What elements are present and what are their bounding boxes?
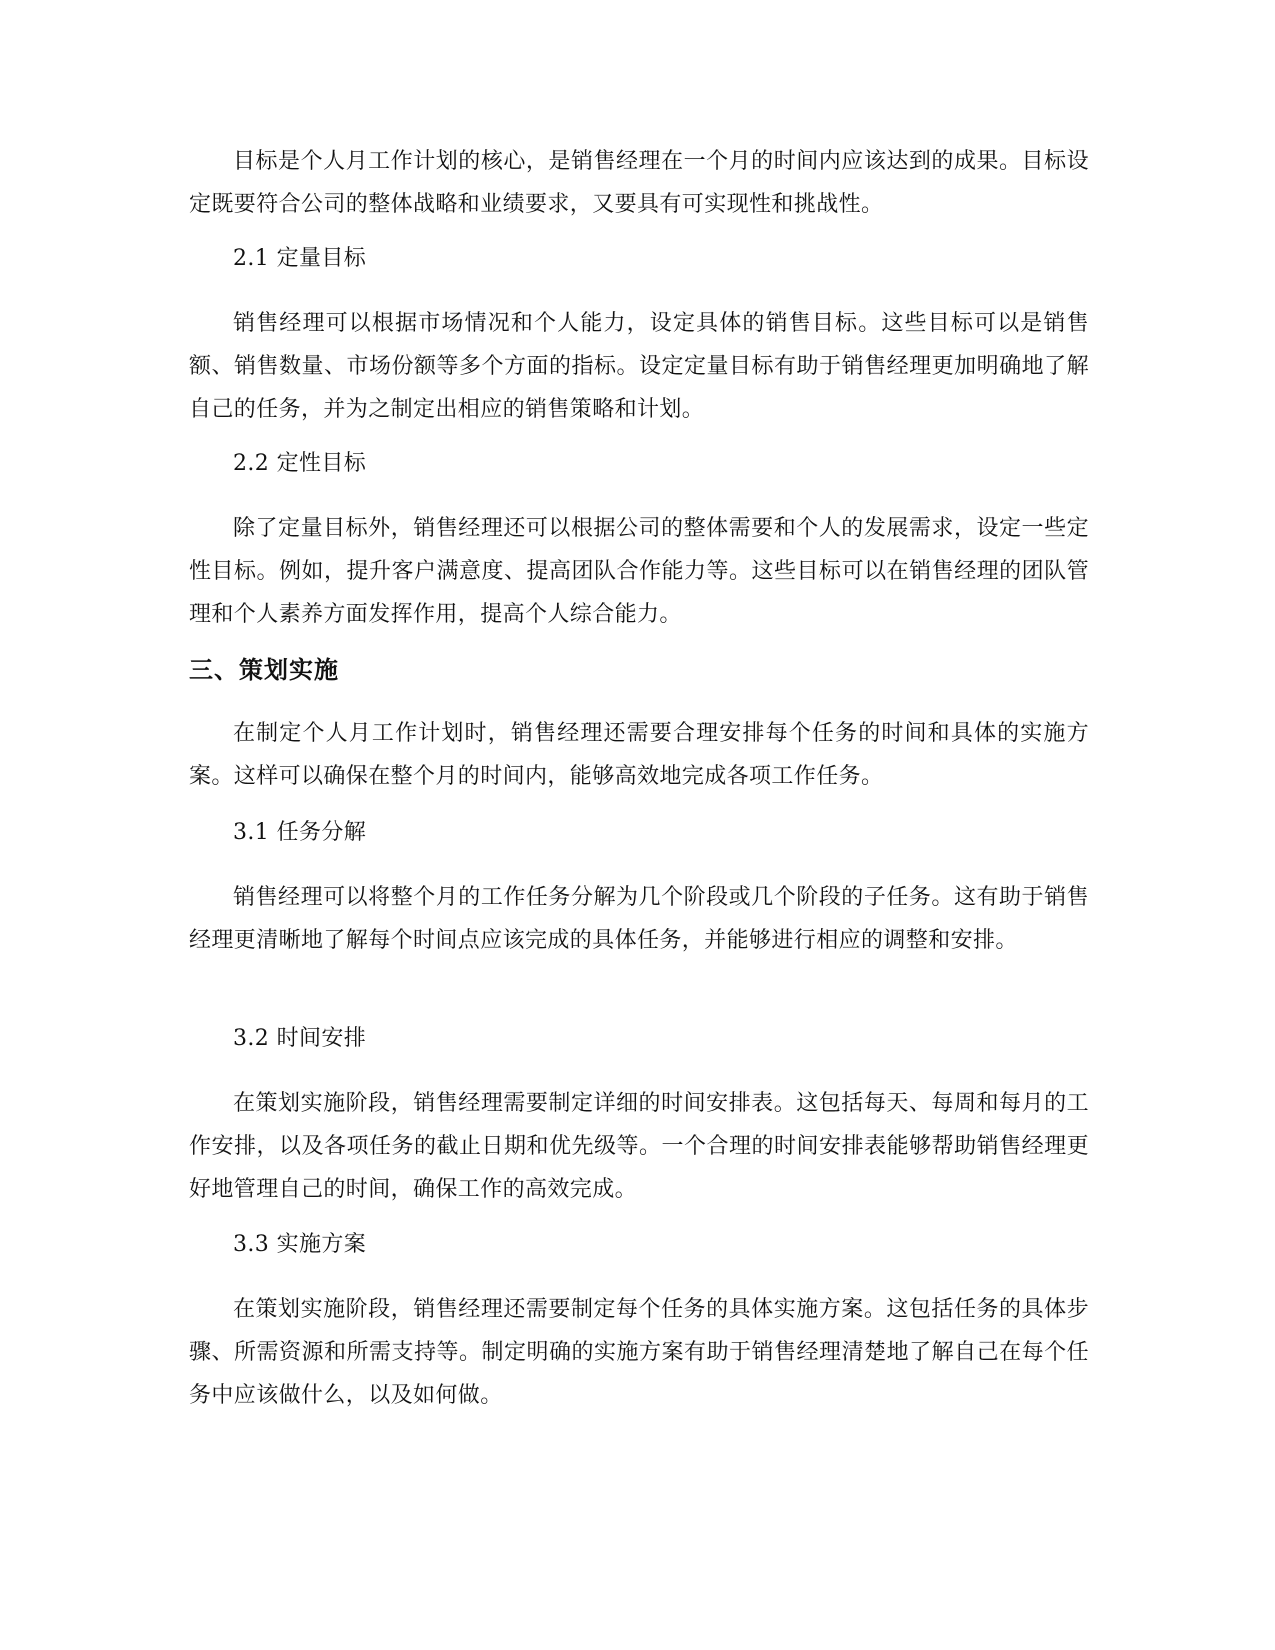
intro-paragraph: 目标是个人月工作计划的核心，是销售经理在一个月的时间内应该达到的成果。目标设定既要符合公司的整体战略和业绩要求，又要具有可实现性和挑战性。 [189, 149, 1089, 217]
subsection-3-1-title: 3.1 任务分解 [233, 820, 367, 845]
subsection-3-2-paragraph: 在策划实施阶段，销售经理需要制定详细的时间安排表。这包括每天、每周和每月的工作安排，以及各项任务的截止日期和优先级等。一个合理的时间安排表能够帮助销售经理更好地管理自己的时间，确保工作的高效完成。 [189, 1091, 1089, 1202]
subsection-3-3-title: 3.3 实施方案 [233, 1232, 367, 1257]
subsection-2-1-paragraph: 销售经理可以根据市场情况和个人能力，设定具体的销售目标。这些目标可以是销售额、销售数量、市场份额等多个方面的指标。设定定量目标有助于销售经理更加明确地了解自己的任务，并为之制定出相应的销售策略和计划。 [189, 311, 1089, 422]
subsection-2-1-title: 2.1 定量目标 [233, 246, 367, 271]
subsection-2-2-paragraph: 除了定量目标外，销售经理还可以根据公司的整体需要和个人的发展需求，设定一些定性目标。例如，提升客户满意度、提高团队合作能力等。这些目标可以在销售经理的团队管理和个人素养方面发挥作用，提高个人综合能力。 [189, 516, 1089, 627]
section-3-intro-paragraph: 在制定个人月工作计划时，销售经理还需要合理安排每个任务的时间和具体的实施方案。这样可以确保在整个月的时间内，能够高效地完成各项工作任务。 [189, 721, 1089, 789]
subsection-3-2-title: 3.2 时间安排 [233, 1026, 367, 1051]
section-3-heading: 三、策划实施 [189, 656, 339, 684]
subsection-3-3-paragraph: 在策划实施阶段，销售经理还需要制定每个任务的具体实施方案。这包括任务的具体步骤、所需资源和所需支持等。制定明确的实施方案有助于销售经理清楚地了解自己在每个任务中应该做什么，以及如何做。 [189, 1297, 1089, 1408]
subsection-3-1-paragraph: 销售经理可以将整个月的工作任务分解为几个阶段或几个阶段的子任务。这有助于销售经理更清晰地了解每个时间点应该完成的具体任务，并能够进行相应的调整和安排。 [189, 885, 1089, 953]
subsection-2-2-title: 2.2 定性目标 [233, 451, 367, 476]
